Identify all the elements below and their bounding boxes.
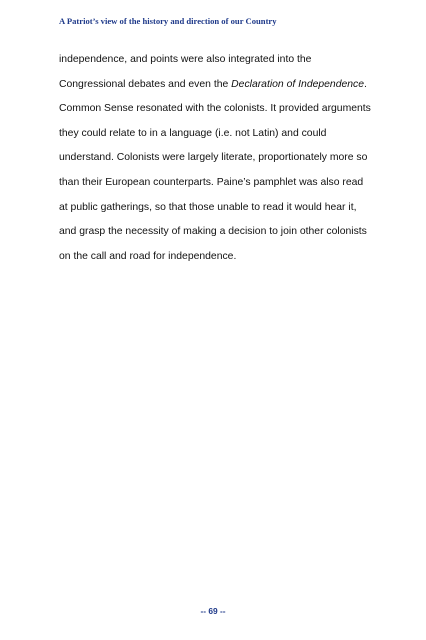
text-line (59, 73, 404, 98)
text-line: on the call and road for independence. (59, 250, 237, 262)
italic-title: Declaration of Independence (231, 78, 365, 90)
text-segment: Congressional debates and even the (59, 78, 232, 90)
text-line: and grasp the necessity of making a decision to join other colonists (59, 226, 367, 238)
text-line: independence, and points were also integrated into the (59, 54, 312, 65)
text-line: Common Sense resonated with the colonists. It provided arguments (59, 103, 371, 115)
text-segment: . (364, 78, 367, 90)
running-header: A Patriot’s view of the history and direction of our Country (59, 16, 277, 26)
body-text (59, 48, 404, 269)
page-number: -- 69 -- (200, 606, 226, 616)
text-line: than their European counterparts. Paine’s pamphlet was also read (59, 176, 364, 188)
text-line: at public gatherings, so that those unable to read it would hear it, (59, 201, 357, 213)
text-line: understand. Colonists were largely literate, proportionately more so (59, 152, 368, 164)
text-line: they could relate to in a language (i.e. not Latin) and could (59, 127, 327, 139)
